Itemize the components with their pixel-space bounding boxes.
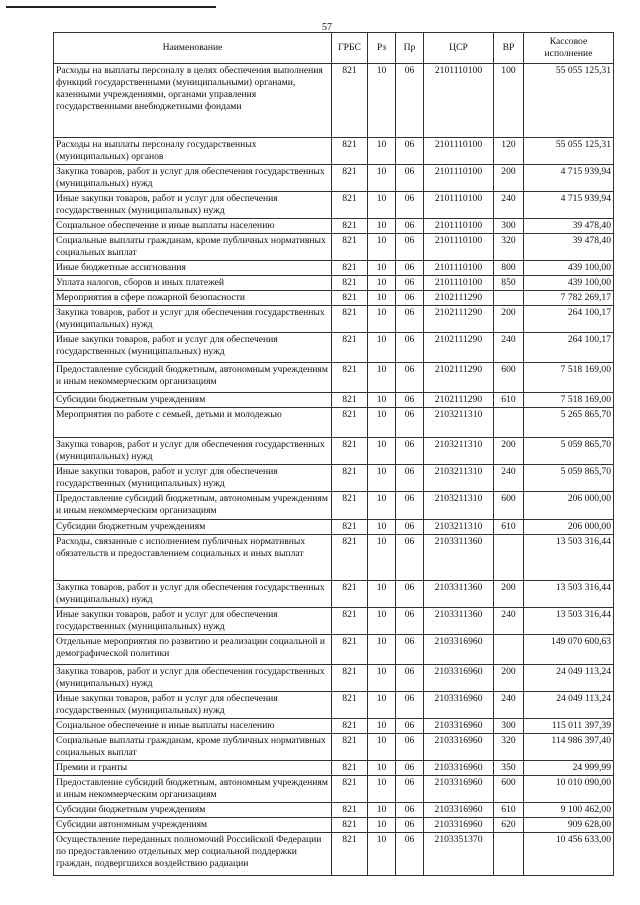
cell-grbs: 821: [332, 581, 368, 608]
cell-grbs: 821: [332, 408, 368, 438]
table-row: [54, 535, 614, 581]
cell-pr: 06: [396, 492, 424, 520]
cell-rz: 10: [368, 192, 396, 219]
cell-rz: 10: [368, 363, 396, 393]
cell-rz: 10: [368, 138, 396, 165]
cell-pr: 06: [396, 520, 424, 535]
cell-grbs: 821: [332, 535, 368, 581]
cell-csr: 2101110100: [424, 165, 494, 192]
cell-pr: 06: [396, 306, 424, 333]
cell-csr: 2103316960: [424, 803, 494, 818]
cell-name: Иные закупки товаров, работ и услуг для обеспечения государственных (муниципальных) нужд: [54, 333, 332, 363]
cell-grbs: 821: [332, 635, 368, 665]
cell-amount: 13 503 316,44: [524, 608, 614, 635]
cell-rz: 10: [368, 635, 396, 665]
cell-vr: 240: [494, 692, 524, 719]
cell-pr: 06: [396, 776, 424, 803]
cell-csr: 2103211310: [424, 520, 494, 535]
cell-name: Социальные выплаты гражданам, кроме публичных нормативных социальных выплат: [54, 234, 332, 261]
cell-rz: 10: [368, 438, 396, 465]
cell-csr: 2102111290: [424, 306, 494, 333]
cell-grbs: 821: [332, 393, 368, 408]
cell-vr: 200: [494, 581, 524, 608]
cell-vr: 350: [494, 761, 524, 776]
cell-vr: 200: [494, 438, 524, 465]
table-row: [54, 219, 614, 234]
cell-name: Социальное обеспечение и иные выплаты населению: [54, 219, 332, 234]
cell-pr: 06: [396, 333, 424, 363]
cell-vr: 120: [494, 138, 524, 165]
table-row: [54, 692, 614, 719]
cell-pr: 06: [396, 64, 424, 138]
cell-pr: 06: [396, 192, 424, 219]
cell-vr: 600: [494, 776, 524, 803]
header-pr: Пр: [396, 33, 424, 64]
cell-csr: 2101110100: [424, 234, 494, 261]
cell-rz: 10: [368, 306, 396, 333]
cell-vr: 850: [494, 276, 524, 291]
cell-rz: 10: [368, 64, 396, 138]
cell-grbs: 821: [332, 333, 368, 363]
table-row: [54, 393, 614, 408]
cell-vr: 320: [494, 734, 524, 761]
cell-csr: 2103316960: [424, 734, 494, 761]
cell-pr: 06: [396, 833, 424, 876]
header-grbs: ГРБС: [332, 33, 368, 64]
table-row: [54, 833, 614, 876]
cell-amount: 206 000,00: [524, 492, 614, 520]
cell-pr: 06: [396, 438, 424, 465]
cell-name: Закупка товаров, работ и услуг для обеспечения государственных (муниципальных) нужд: [54, 665, 332, 692]
cell-csr: 2103316960: [424, 665, 494, 692]
header-name: Наименование: [54, 33, 332, 64]
cell-grbs: 821: [332, 306, 368, 333]
cell-rz: 10: [368, 761, 396, 776]
cell-vr: 600: [494, 492, 524, 520]
cell-pr: 06: [396, 635, 424, 665]
cell-csr: 2103211310: [424, 438, 494, 465]
cell-grbs: 821: [332, 138, 368, 165]
header-vr: ВР: [494, 33, 524, 64]
cell-grbs: 821: [332, 665, 368, 692]
table-row: [54, 192, 614, 219]
cell-amount: 4 715 939,94: [524, 192, 614, 219]
cell-rz: 10: [368, 734, 396, 761]
cell-vr: 240: [494, 192, 524, 219]
table-row: [54, 492, 614, 520]
cell-amount: 5 059 865,70: [524, 438, 614, 465]
cell-grbs: 821: [332, 492, 368, 520]
cell-csr: 2102111290: [424, 393, 494, 408]
cell-csr: 2103316960: [424, 776, 494, 803]
cell-grbs: 821: [332, 363, 368, 393]
header-amount: Кассовое исполнение: [524, 33, 614, 64]
table-row: [54, 438, 614, 465]
cell-csr: 2103351370: [424, 833, 494, 876]
cell-amount: 5 265 865,70: [524, 408, 614, 438]
cell-rz: 10: [368, 333, 396, 363]
table-row: [54, 333, 614, 363]
cell-name: Премии и гранты: [54, 761, 332, 776]
table-body: [54, 64, 614, 876]
cell-name: Расходы, связанные с исполнением публичных нормативных обязательств и предоставлением социальных и иных выплат: [54, 535, 332, 581]
cell-grbs: 821: [332, 818, 368, 833]
cell-name: Предоставление субсидий бюджетным, автономным учреждениям и иным некоммерческим организациям: [54, 492, 332, 520]
cell-name: Иные закупки товаров, работ и услуг для обеспечения государственных (муниципальных) нужд: [54, 465, 332, 492]
cell-rz: 10: [368, 776, 396, 803]
cell-amount: 13 503 316,44: [524, 581, 614, 608]
cell-grbs: 821: [332, 734, 368, 761]
table-row: [54, 306, 614, 333]
cell-amount: 10 456 633,00: [524, 833, 614, 876]
cell-amount: 24 049 113,24: [524, 692, 614, 719]
cell-amount: 909 628,00: [524, 818, 614, 833]
cell-name: Закупка товаров, работ и услуг для обеспечения государственных (муниципальных) нужд: [54, 306, 332, 333]
cell-vr: 300: [494, 719, 524, 734]
cell-grbs: 821: [332, 833, 368, 876]
cell-rz: 10: [368, 665, 396, 692]
cell-amount: 9 100 462,00: [524, 803, 614, 818]
cell-csr: 2101110100: [424, 64, 494, 138]
cell-csr: 2102111290: [424, 333, 494, 363]
table-row: [54, 608, 614, 635]
table-row: [54, 581, 614, 608]
cell-grbs: 821: [332, 219, 368, 234]
cell-pr: 06: [396, 234, 424, 261]
cell-amount: 55 055 125,31: [524, 64, 614, 138]
cell-rz: 10: [368, 393, 396, 408]
cell-vr: 200: [494, 165, 524, 192]
cell-csr: 2103211310: [424, 408, 494, 438]
cell-vr: 300: [494, 219, 524, 234]
table-header: [54, 33, 614, 64]
cell-name: Закупка товаров, работ и услуг для обеспечения государственных (муниципальных) нужд: [54, 438, 332, 465]
table-row: [54, 165, 614, 192]
cell-amount: 7 518 169,00: [524, 393, 614, 408]
cell-amount: 13 503 316,44: [524, 535, 614, 581]
cell-amount: 439 100,00: [524, 276, 614, 291]
table-row: [54, 520, 614, 535]
cell-rz: 10: [368, 165, 396, 192]
cell-grbs: 821: [332, 261, 368, 276]
cell-rz: 10: [368, 492, 396, 520]
cell-csr: 2103316960: [424, 761, 494, 776]
cell-rz: 10: [368, 803, 396, 818]
cell-rz: 10: [368, 608, 396, 635]
cell-vr: 240: [494, 608, 524, 635]
cell-pr: 06: [396, 734, 424, 761]
cell-amount: 39 478,40: [524, 234, 614, 261]
cell-vr: [494, 635, 524, 665]
cell-vr: 610: [494, 520, 524, 535]
table-row: [54, 761, 614, 776]
cell-rz: 10: [368, 581, 396, 608]
table-row: [54, 234, 614, 261]
cell-csr: 2101110100: [424, 192, 494, 219]
cell-vr: 610: [494, 803, 524, 818]
cell-name: Субсидии автономным учреждениям: [54, 818, 332, 833]
cell-rz: 10: [368, 465, 396, 492]
table-row: [54, 261, 614, 276]
cell-csr: 2103316960: [424, 692, 494, 719]
cell-amount: 24 049 113,24: [524, 665, 614, 692]
table-row: [54, 465, 614, 492]
cell-amount: 5 059 865,70: [524, 465, 614, 492]
cell-csr: 2103211310: [424, 465, 494, 492]
cell-vr: [494, 535, 524, 581]
cell-pr: 06: [396, 761, 424, 776]
cell-name: Отдельные мероприятия по развитию и реализации социальной и демографической политики: [54, 635, 332, 665]
cell-rz: 10: [368, 408, 396, 438]
table-row: [54, 803, 614, 818]
cell-csr: 2102111290: [424, 363, 494, 393]
cell-amount: 264 100,17: [524, 306, 614, 333]
cell-grbs: 821: [332, 291, 368, 306]
cell-name: Осуществление переданных полномочий Российской Федерации по предоставлению отдельных мер социальной поддержки граждан, подвергшихся воздействию радиации: [54, 833, 332, 876]
cell-amount: 55 055 125,31: [524, 138, 614, 165]
cell-csr: 2103316960: [424, 719, 494, 734]
table-row: [54, 276, 614, 291]
table-row: [54, 665, 614, 692]
cell-amount: 114 986 397,40: [524, 734, 614, 761]
cell-vr: [494, 291, 524, 306]
table-row: [54, 363, 614, 393]
cell-name: Расходы на выплаты персоналу государственных (муниципальных) органов: [54, 138, 332, 165]
cell-pr: 06: [396, 363, 424, 393]
cell-vr: 620: [494, 818, 524, 833]
cell-name: Мероприятия в сфере пожарной безопасности: [54, 291, 332, 306]
cell-grbs: 821: [332, 719, 368, 734]
cell-name: Иные закупки товаров, работ и услуг для обеспечения государственных (муниципальных) нужд: [54, 692, 332, 719]
cell-csr: 2103311360: [424, 581, 494, 608]
table-row: [54, 776, 614, 803]
cell-vr: 610: [494, 393, 524, 408]
cell-csr: 2103316960: [424, 635, 494, 665]
cell-grbs: 821: [332, 520, 368, 535]
cell-csr: 2101110100: [424, 276, 494, 291]
cell-pr: 06: [396, 535, 424, 581]
cell-grbs: 821: [332, 165, 368, 192]
cell-name: Иные бюджетные ассигнования: [54, 261, 332, 276]
cell-pr: 06: [396, 276, 424, 291]
table-row: [54, 408, 614, 438]
cell-amount: 149 070 600,63: [524, 635, 614, 665]
table-row: [54, 818, 614, 833]
cell-vr: 240: [494, 465, 524, 492]
cell-rz: 10: [368, 833, 396, 876]
cell-rz: 10: [368, 818, 396, 833]
table-row: [54, 291, 614, 306]
header-rz: Рз: [368, 33, 396, 64]
cell-rz: 10: [368, 719, 396, 734]
cell-amount: 7 782 269,17: [524, 291, 614, 306]
header-csr: ЦСР: [424, 33, 494, 64]
cell-name: Расходы на выплаты персоналу в целях обеспечения выполнения функций государственными (муниципальными) органами, казенными учреждениями, органами управления государственными внебюджетными фондами: [54, 64, 332, 138]
cell-grbs: 821: [332, 465, 368, 492]
cell-grbs: 821: [332, 64, 368, 138]
cell-amount: 115 011 397,39: [524, 719, 614, 734]
cell-pr: 06: [396, 719, 424, 734]
cell-vr: 100: [494, 64, 524, 138]
cell-pr: 06: [396, 665, 424, 692]
cell-amount: 264 100,17: [524, 333, 614, 363]
cell-rz: 10: [368, 291, 396, 306]
cell-rz: 10: [368, 261, 396, 276]
cell-vr: [494, 833, 524, 876]
cell-name: Социальные выплаты гражданам, кроме публичных нормативных социальных выплат: [54, 734, 332, 761]
cell-grbs: 821: [332, 276, 368, 291]
cell-csr: 2101110100: [424, 261, 494, 276]
cell-csr: 2103311360: [424, 535, 494, 581]
cell-rz: 10: [368, 535, 396, 581]
cell-pr: 06: [396, 608, 424, 635]
cell-name: Предоставление субсидий бюджетным, автономным учреждениям и иным некоммерческим организациям: [54, 776, 332, 803]
cell-pr: 06: [396, 219, 424, 234]
cell-vr: 320: [494, 234, 524, 261]
cell-grbs: 821: [332, 761, 368, 776]
cell-csr: 2102111290: [424, 291, 494, 306]
cell-grbs: 821: [332, 192, 368, 219]
cell-name: Закупка товаров, работ и услуг для обеспечения государственных (муниципальных) нужд: [54, 165, 332, 192]
cell-pr: 06: [396, 818, 424, 833]
cell-vr: 200: [494, 306, 524, 333]
cell-name: Иные закупки товаров, работ и услуг для обеспечения государственных (муниципальных) нужд: [54, 608, 332, 635]
cell-vr: 200: [494, 665, 524, 692]
cell-grbs: 821: [332, 692, 368, 719]
cell-csr: 2103311360: [424, 608, 494, 635]
cell-name: Субсидии бюджетным учреждениям: [54, 393, 332, 408]
cell-grbs: 821: [332, 608, 368, 635]
cell-rz: 10: [368, 234, 396, 261]
cell-vr: 600: [494, 363, 524, 393]
cell-rz: 10: [368, 692, 396, 719]
cell-vr: [494, 408, 524, 438]
cell-amount: 439 100,00: [524, 261, 614, 276]
cell-pr: 06: [396, 692, 424, 719]
cell-pr: 06: [396, 291, 424, 306]
table-row: [54, 635, 614, 665]
cell-pr: 06: [396, 803, 424, 818]
cell-name: Уплата налогов, сборов и иных платежей: [54, 276, 332, 291]
table-row: [54, 719, 614, 734]
cell-pr: 06: [396, 138, 424, 165]
cell-pr: 06: [396, 465, 424, 492]
cell-grbs: 821: [332, 438, 368, 465]
cell-name: Субсидии бюджетным учреждениям: [54, 803, 332, 818]
cell-pr: 06: [396, 165, 424, 192]
cell-pr: 06: [396, 393, 424, 408]
top-rule: [6, 6, 216, 8]
cell-grbs: 821: [332, 234, 368, 261]
cell-amount: 7 518 169,00: [524, 363, 614, 393]
page-number: 57: [322, 22, 332, 33]
cell-pr: 06: [396, 261, 424, 276]
cell-name: Субсидии бюджетным учреждениям: [54, 520, 332, 535]
cell-vr: 800: [494, 261, 524, 276]
cell-vr: 240: [494, 333, 524, 363]
cell-csr: 2103316960: [424, 818, 494, 833]
cell-amount: 10 010 090,00: [524, 776, 614, 803]
cell-amount: 39 478,40: [524, 219, 614, 234]
cell-grbs: 821: [332, 803, 368, 818]
cell-name: Закупка товаров, работ и услуг для обеспечения государственных (муниципальных) нужд: [54, 581, 332, 608]
budget-table: [53, 32, 614, 876]
cell-csr: 2103211310: [424, 492, 494, 520]
cell-rz: 10: [368, 520, 396, 535]
cell-name: Иные закупки товаров, работ и услуг для обеспечения государственных (муниципальных) нужд: [54, 192, 332, 219]
cell-name: Мероприятия по работе с семьей, детьми и молодежью: [54, 408, 332, 438]
cell-rz: 10: [368, 276, 396, 291]
cell-pr: 06: [396, 408, 424, 438]
cell-rz: 10: [368, 219, 396, 234]
table-row: [54, 734, 614, 761]
cell-csr: 2101110100: [424, 219, 494, 234]
cell-grbs: 821: [332, 776, 368, 803]
cell-name: Социальное обеспечение и иные выплаты населению: [54, 719, 332, 734]
cell-amount: 4 715 939,94: [524, 165, 614, 192]
cell-amount: 206 000,00: [524, 520, 614, 535]
cell-name: Предоставление субсидий бюджетным, автономным учреждениям и иным некоммерческим организациям: [54, 363, 332, 393]
table-row: [54, 64, 614, 138]
cell-amount: 24 999,99: [524, 761, 614, 776]
cell-pr: 06: [396, 581, 424, 608]
table-row: [54, 138, 614, 165]
cell-csr: 2101110100: [424, 138, 494, 165]
